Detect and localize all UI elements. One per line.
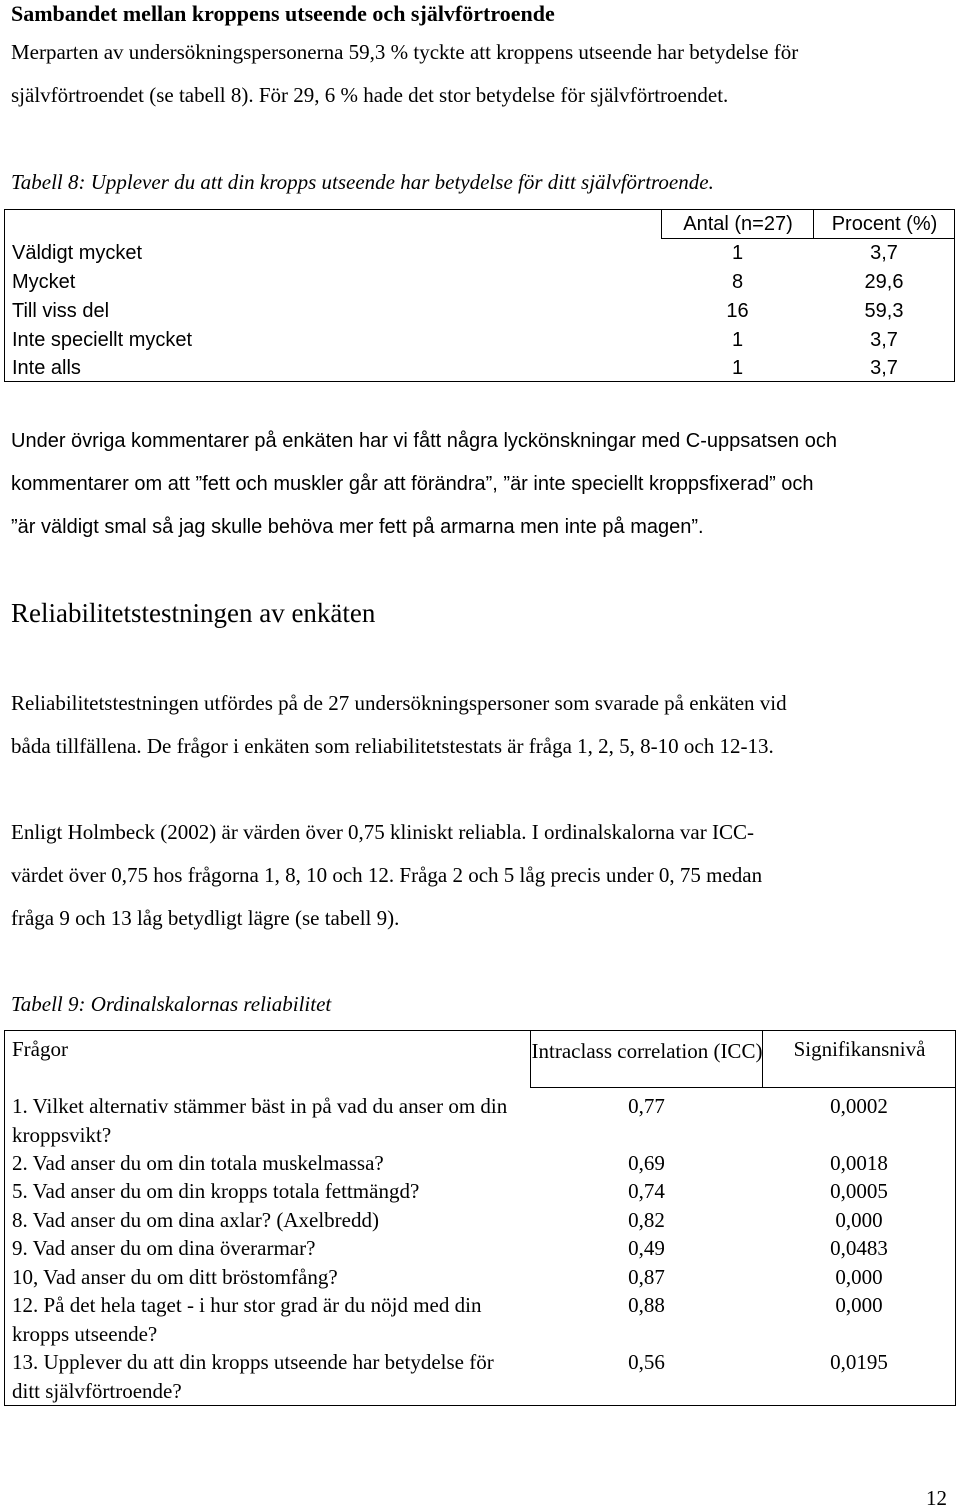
table-row <box>5 354 955 383</box>
paragraph-line: fråga 9 och 13 låg betydligt lägre (se tabell 9). <box>11 906 400 930</box>
row-significance: 0,000 <box>835 1208 883 1232</box>
table-row <box>5 239 955 268</box>
row-icc: 0,49 <box>628 1236 665 1260</box>
row-question: 9. Vad anser du om dina överarmar? <box>12 1236 316 1260</box>
row-count: 16 <box>726 300 749 322</box>
paragraph-line: Enligt Holmbeck (2002) är värden över 0,75 kliniskt reliabla. I ordinalskalorna var ICC- <box>11 820 754 844</box>
row-icc: 0,87 <box>628 1265 665 1289</box>
row-count: 8 <box>731 271 744 293</box>
row-percent: 3,7 <box>870 329 898 351</box>
paragraph-line: Reliabilitetstestningen utfördes på de 27 undersökningspersoner som svarade på enkäten vid <box>11 691 787 715</box>
row-significance: 0,0018 <box>830 1151 888 1175</box>
paragraph-line: ”är väldigt smal så jag skulle behöva mer fett på armarna men inte på magen”. <box>11 516 704 538</box>
row-label: Inte speciellt mycket <box>12 329 193 351</box>
row-significance: 0,0483 <box>830 1236 888 1260</box>
row-question: 13. Upplever du att din kropps utseende har betydelse för ditt självförtroende? <box>12 1350 494 1403</box>
row-icc: 0,88 <box>628 1293 665 1317</box>
section-heading-reliability: Reliabilitetstestningen av enkäten <box>11 598 376 628</box>
row-question: 10, Vad anser du om ditt bröstomfång? <box>12 1265 338 1289</box>
table9 <box>4 1030 956 1406</box>
row-label: Till viss del <box>12 300 110 322</box>
paragraph-line: båda tillfällena. De frågor i enkäten som reliabilitetstestats är fråga 1, 2, 5, 8-10 och 12-13. <box>11 734 774 758</box>
table8 <box>4 209 955 382</box>
table8-caption: Tabell 8: Upplever du att din kropps utseende har betydelse för ditt självförtroende. <box>11 170 714 194</box>
table-row <box>5 268 955 297</box>
paragraph-line: Under övriga kommentarer på enkäten har vi fått några lyckönskningar med C-uppsatsen och <box>11 430 837 452</box>
row-question: 1. Vilket alternativ stämmer bäst in på vad du anser om din kroppsvikt? <box>12 1094 508 1147</box>
row-percent: 3,7 <box>870 357 898 379</box>
row-percent: 59,3 <box>864 300 904 322</box>
row-percent: 3,7 <box>870 242 898 264</box>
table8-header-percent: Procent (%) <box>813 210 955 239</box>
table-row <box>5 297 955 326</box>
row-question: 5. Vad anser du om din kropps totala fettmängd? <box>12 1179 420 1203</box>
section-heading-body-image: Sambandet mellan kroppens utseende och självförtroende <box>11 1 555 26</box>
page-number: 12 <box>926 1486 947 1510</box>
paragraph-line: Merparten av undersökningspersonerna 59,3 % tyckte att kroppens utseende har betydelse för <box>11 40 799 64</box>
table9-header-significance: Signifikansnivå <box>762 1031 956 1088</box>
row-question: 8. Vad anser du om dina axlar? (Axelbredd) <box>12 1208 379 1232</box>
row-question: 12. På det hela taget - i hur stor grad är du nöjd med din kropps utseende? <box>12 1293 482 1346</box>
row-significance: 0,0005 <box>830 1179 888 1203</box>
paragraph-line: självförtroendet (se tabell 8). För 29, 6 % hade det stor betydelse för självförtroendet. <box>11 83 729 107</box>
table9-header-question: Frågor <box>12 1037 68 1061</box>
table-row <box>5 326 955 355</box>
row-label: Väldigt mycket <box>12 242 143 264</box>
row-percent: 29,6 <box>864 271 904 293</box>
paragraph-line: kommentarer om att ”fett och muskler går att förändra”, ”är inte speciellt kroppsfixerad” och <box>11 473 814 495</box>
row-count: 1 <box>731 329 744 351</box>
row-significance: 0,000 <box>835 1265 883 1289</box>
row-label: Mycket <box>12 271 76 293</box>
row-count: 1 <box>731 357 744 379</box>
row-icc: 0,82 <box>628 1208 665 1232</box>
table9-header-icc: Intraclass correlation (ICC) <box>530 1031 763 1088</box>
row-icc: 0,74 <box>628 1179 665 1203</box>
paragraph-line: värdet över 0,75 hos frågorna 1, 8, 10 och 12. Fråga 2 och 5 låg precis under 0, 75 medan <box>11 863 763 887</box>
row-significance: 0,000 <box>835 1293 883 1317</box>
row-icc: 0,77 <box>628 1094 665 1118</box>
row-question: 2. Vad anser du om din totala muskelmassa? <box>12 1151 384 1175</box>
row-significance: 0,0195 <box>830 1350 888 1374</box>
row-icc: 0,69 <box>628 1151 665 1175</box>
row-label: Inte alls <box>12 357 81 379</box>
table8-header-count: Antal (n=27) <box>661 210 814 239</box>
row-icc: 0,56 <box>628 1350 665 1374</box>
table9-caption: Tabell 9: Ordinalskalornas reliabilitet <box>11 992 332 1016</box>
row-significance: 0,0002 <box>830 1094 888 1118</box>
row-count: 1 <box>731 242 744 264</box>
